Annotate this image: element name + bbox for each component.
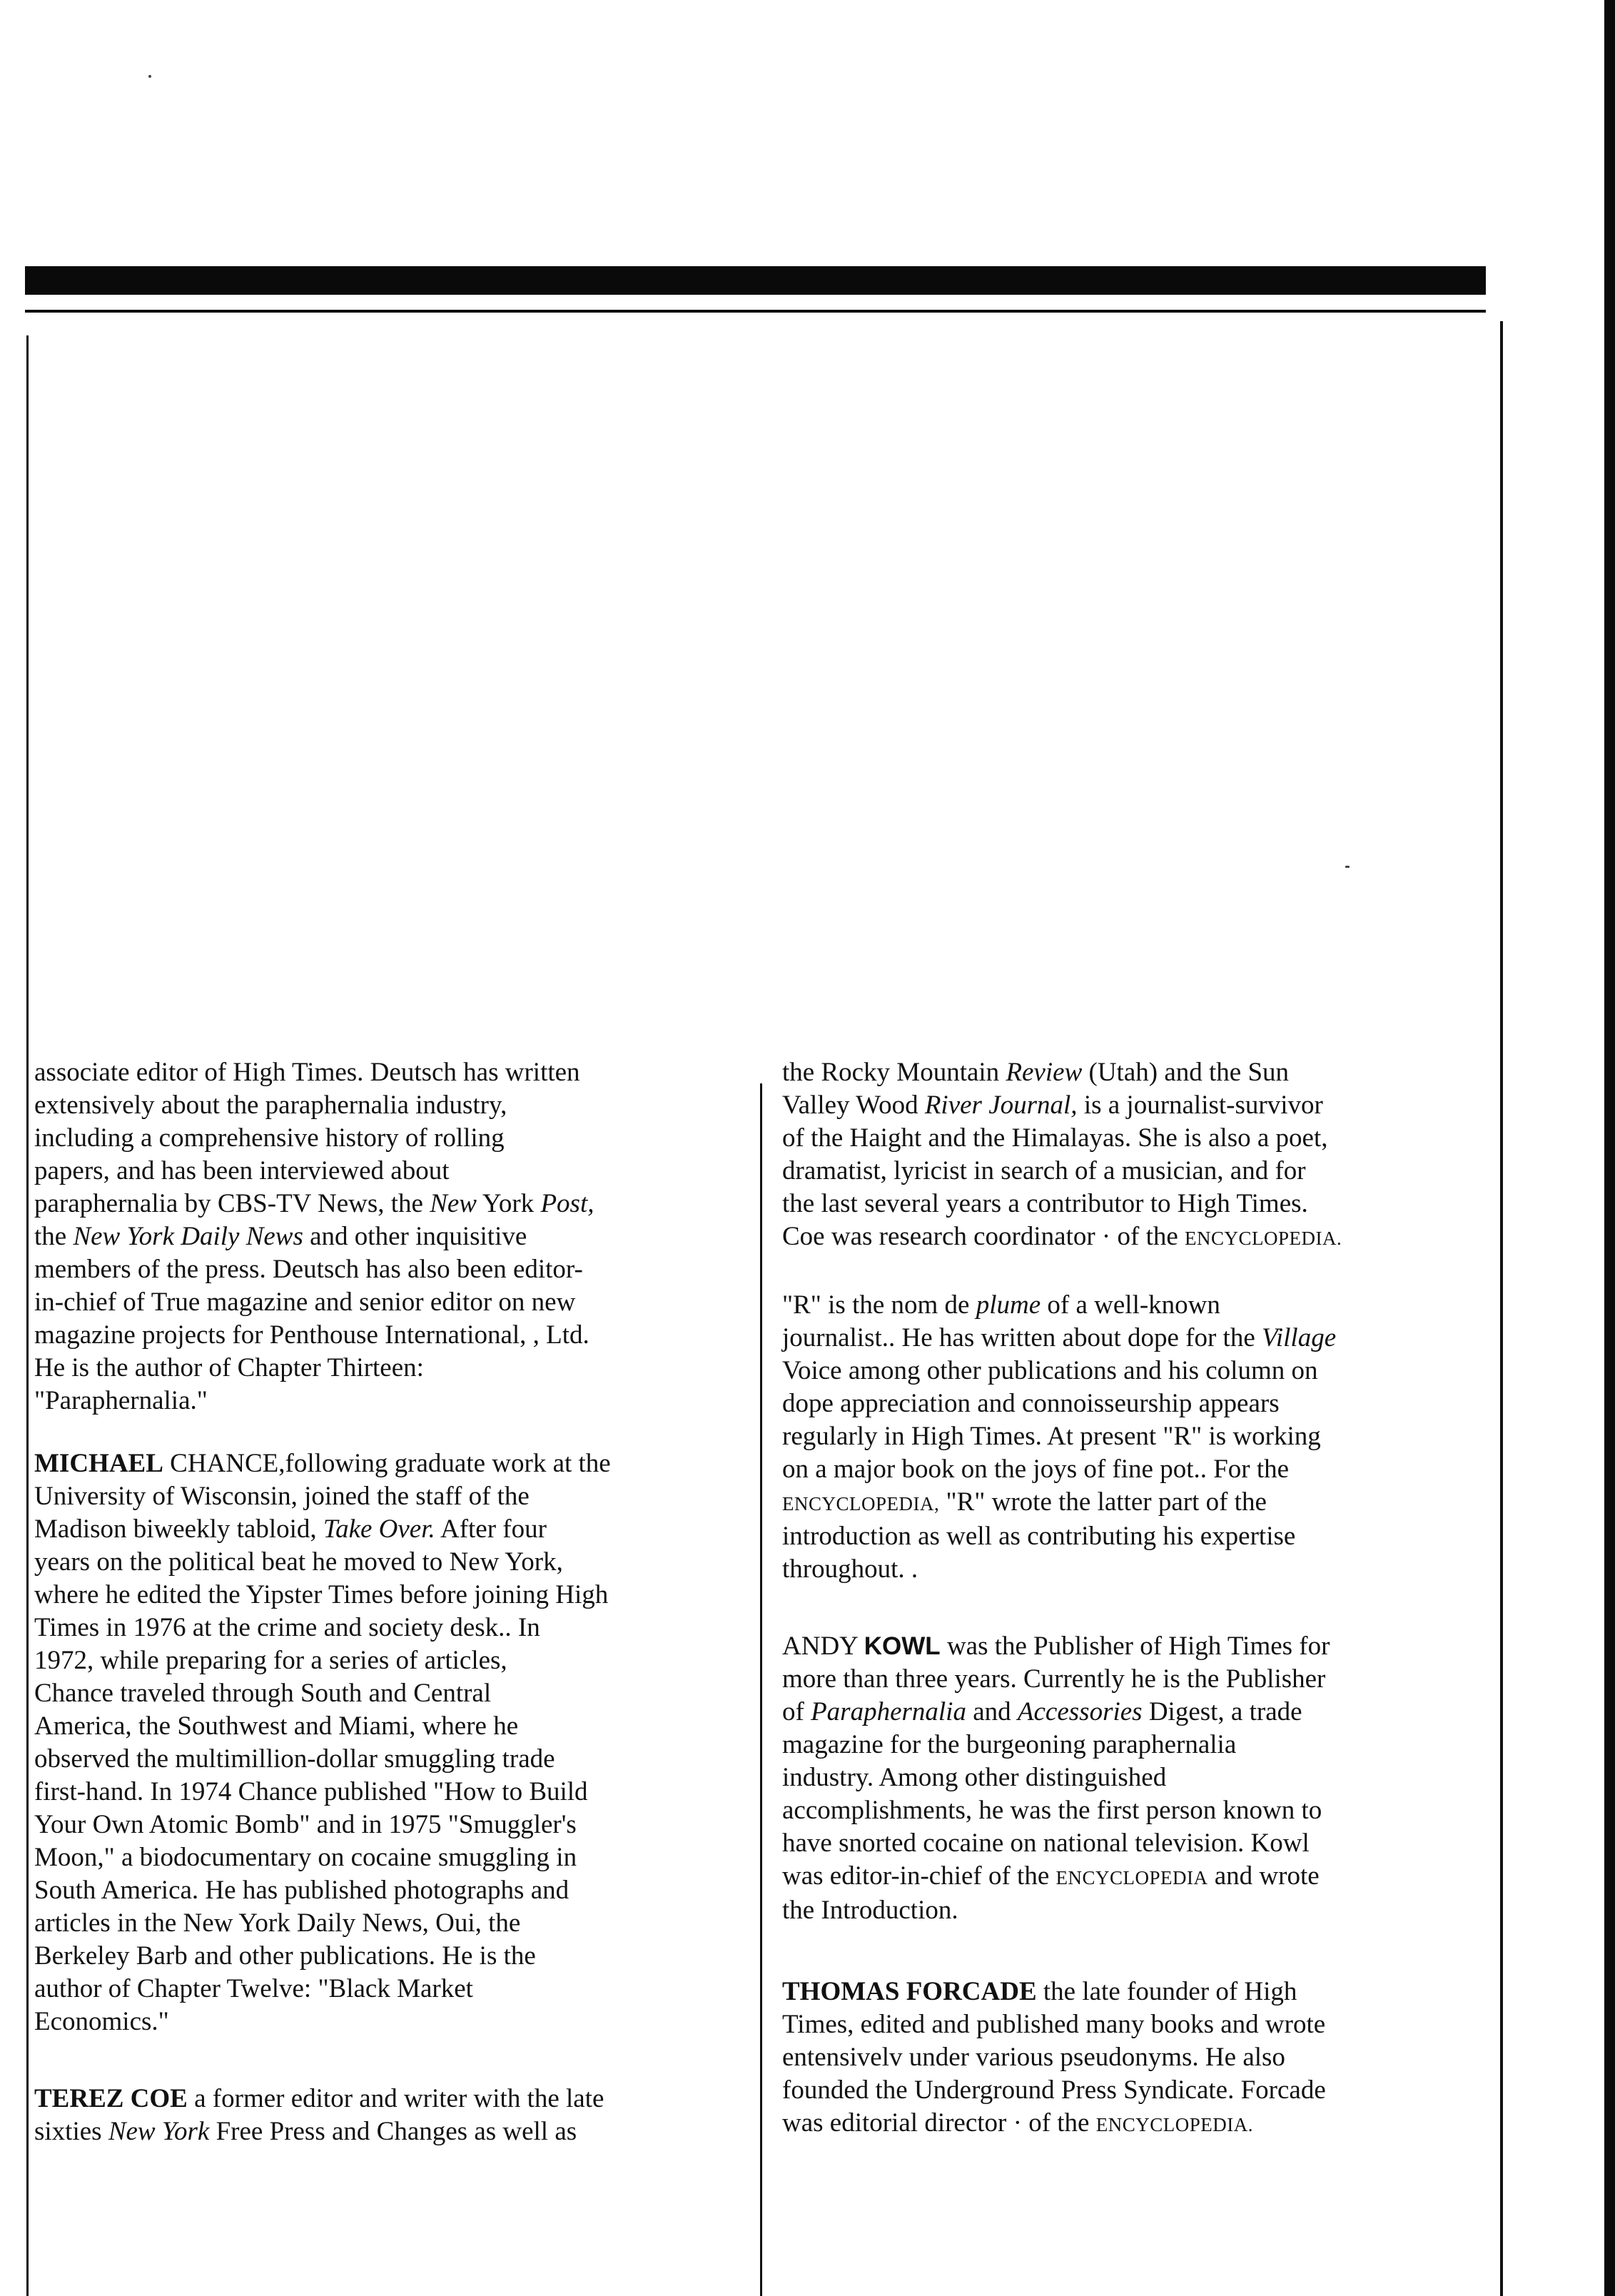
bio-r: "R" is the nom de plume of a well-known journalist.. He has written about dope for the Village Voice among other publications and his column on dope appreciation and connoisseurship appears regularly in High Times. At present "R" is working on a major book on the joys of fine pot.. For the ENCYCLOPEDIA, "R" wrote the latter part of the introduction as well as contributing his expertise throughout. . bbox=[782, 1290, 1337, 1584]
bio-forcade: THOMAS FORCADE the late founder of High Times, edited and published many books and wrote entensivelv under various pseudonyms. He also founded the Underground Press Syndicate. Forcade was editorial director · of the ENCYCLOPEDIA. bbox=[782, 1977, 1326, 2138]
bio-kowl: ANDY KOWL was the Publisher of High Times for more than three years. Currently he is the Publisher of Paraphernalia and Accessories Digest, a trade magazine for the burgeoning paraphernalia industry. Among other distinguished accomplishments, he was the first person known to have snorted cocaine on national television. Kowl was editor-in-chief of the ENCYCLOPEDIA and wrote the Introduction. bbox=[782, 1632, 1330, 1925]
header-bar bbox=[25, 266, 1486, 295]
left-column-rule bbox=[26, 335, 29, 2296]
right-column bbox=[782, 1056, 1489, 2141]
bio-name: MICHAEL bbox=[34, 1449, 163, 1478]
stray-mark-top bbox=[148, 75, 151, 78]
bio-name: THOMAS FORCADE bbox=[782, 1977, 1037, 2006]
bio-coe-continued: the Rocky Mountain Review (Utah) and the Sun Valley Wood River Journal, is a journalist-survivor of the Haight and the Himalayas. She is also a poet, dramatist, lyricist in search of a musician, and for the last several years a contributor to High Times. Coe was research coordinator · of the ENCYCLOPEDIA. bbox=[782, 1058, 1342, 1251]
right-column-rule bbox=[1500, 321, 1503, 2296]
column-divider bbox=[760, 1083, 762, 2296]
bio-name: TEREZ COE bbox=[34, 2084, 188, 2113]
left-column bbox=[34, 1056, 754, 2148]
page-edge-shadow bbox=[1604, 0, 1615, 2296]
bio-deutsch: associate editor of High Times. Deutsch has written extensively about the paraphernalia industry, including a comprehensive history of rolling papers, and has been interviewed about paraphernalia by CBS-TV News, the New York Post, the New York Daily News and other inquisitive members of the press. Deutsch has also been editor- in-chief of True magazine and senior editor on new magazine projects for Penthouse International, , Ltd. He is the author of Chapter Thirteen: "Paraphernalia." bbox=[34, 1058, 594, 1415]
header-rule bbox=[25, 310, 1486, 313]
bio-name: KOWL bbox=[864, 1632, 941, 1660]
stray-mark-right bbox=[1345, 866, 1350, 868]
bio-chance: MICHAEL CHANCE,following graduate work at the University of Wisconsin, joined the staff of the Madison biweekly tabloid, Take Over. After four years on the political beat he moved to New York, where he edited the Yipster Times before joining High Times in 1976 at the crime and society desk.. In 1972, while preparing for a series of articles, Chance traveled through South and Central America, the Southwest and Miami, where he observed the multimillion-dollar smuggling trade first-hand. In 1974 Chance published "How to Build Your Own Atomic Bomb" and in 1975 "Smuggler's Moon," a biodocumentary on cocaine smuggling in South America. He has published photographs and articles in the New York Daily News, Oui, the Berkeley Barb and other publications. He is the author of Chapter Twelve: "Black Market Economics." bbox=[34, 1449, 611, 2036]
bio-coe: TEREZ COE a former editor and writer with the late sixties New York Free Press and Changes as well as bbox=[34, 2084, 604, 2146]
